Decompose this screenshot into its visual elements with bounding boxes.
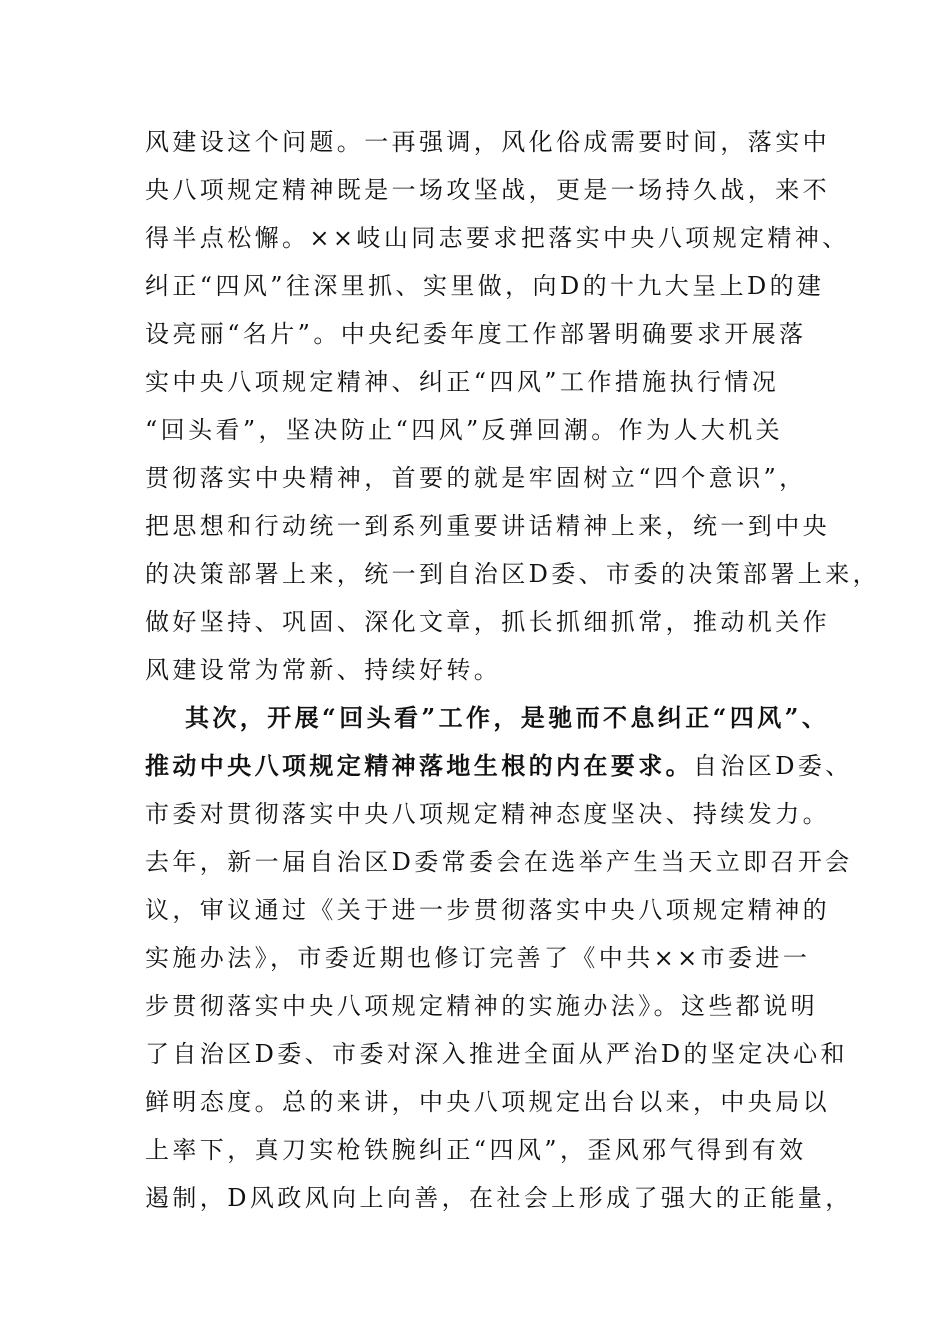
text-line: 风建设常为常新、持续好转。 <box>145 656 502 684</box>
text-line: “回头看”，坚决防止“四风”反弹回潮。作为人大机关 <box>145 416 784 444</box>
text-line: 把思想和行动统一到系列重要讲话精神上来，统一到中央 <box>145 512 830 540</box>
text-line: 鲜明态度。总的来讲，中央八项规定出台以来，中央局以 <box>145 1088 830 1116</box>
text-line: 议，审议通过《关于进一步贯彻落实中央八项规定精神的 <box>145 896 830 924</box>
bold-heading-text: 推动中央八项规定精神落地生根的内在要求。 <box>145 751 693 780</box>
text-line: 上率下，真刀实枪铁腕纠正“四风”，歪风邪气得到有效 <box>145 1136 807 1164</box>
text-line: 实施办法》，市委近期也修订完善了《中共××市委进一 <box>145 944 811 972</box>
text-line: 央八项规定精神既是一场攻坚战，更是一场持久战，来不 <box>145 176 830 204</box>
text-line: 贯彻落实中央精神，首要的就是牢固树立“四个意识”， <box>145 464 807 492</box>
text-line: 实中央八项规定精神、纠正“四风”工作措施执行情况 <box>145 368 780 396</box>
bold-heading-line: 其次，开展“回头看”工作，是驰而不息纠正“四风”、 <box>185 703 830 732</box>
text-line: 做好坚持、巩固、深化文章，抓长抓细抓常，推动机关作 <box>145 608 830 636</box>
text-line: 纠正“四风”往深里抓、实里做，向D的十九大呈上D的建 <box>145 272 825 300</box>
text-line: 市委对贯彻落实中央八项规定精神态度坚决、持续发力。 <box>145 800 830 828</box>
text-line: 设亮丽“名片”。中央纪委年度工作部署明确要求开展落 <box>145 320 807 348</box>
text-line: 了自治区D委、市委对深入推进全面从严治D的坚定决心和 <box>145 1040 848 1068</box>
text-line: 去年，新一届自治区D委常委会在选举产生当天立即召开会 <box>145 848 853 876</box>
body-text: 自治区D委、 <box>693 752 853 780</box>
text-line: 的决策部署上来，统一到自治区D委、市委的决策部署上来， <box>145 560 881 588</box>
text-line <box>145 742 853 790</box>
text-line: 步贯彻落实中央八项规定精神的实施办法》。这些都说明 <box>145 992 818 1020</box>
text-line: 风建设这个问题。一再强调，风化俗成需要时间，落实中 <box>145 128 830 156</box>
text-line: 遏制，D风政风向上向善，在社会上形成了强大的正能量， <box>145 1184 853 1212</box>
text-line: 得半点松懈。××岐山同志要求把落实中央八项规定精神、 <box>145 224 850 252</box>
